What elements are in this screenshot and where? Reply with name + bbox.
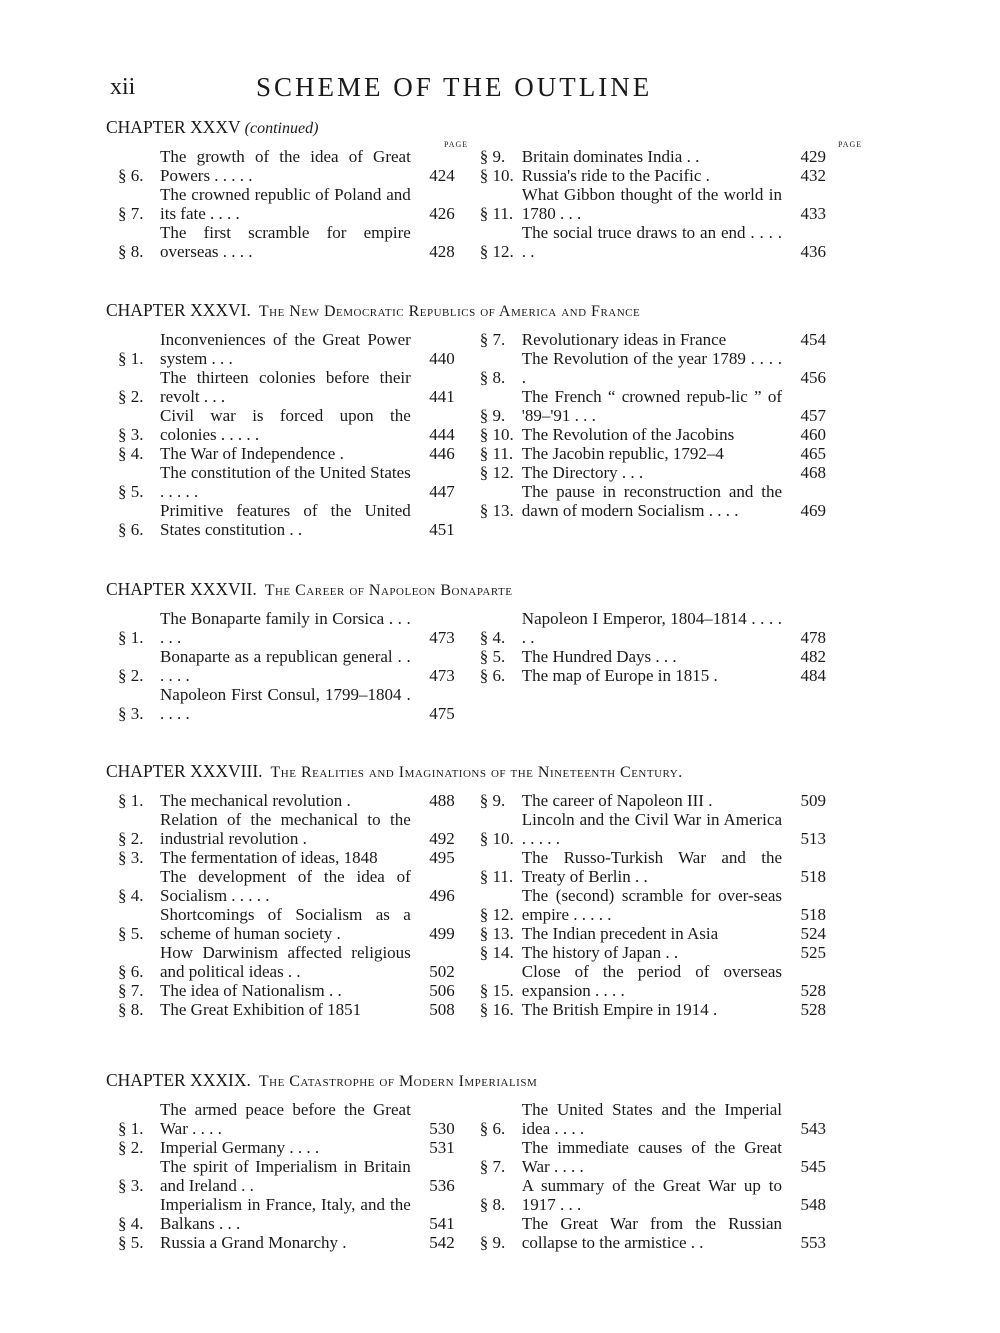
section-page: 508 xyxy=(429,1000,455,1019)
toc-entry xyxy=(118,647,455,685)
toc-entry xyxy=(480,1214,826,1252)
section-number: § 10. xyxy=(479,425,514,444)
section-number: § 8. xyxy=(118,1000,144,1019)
section-number: § 6. xyxy=(118,166,144,185)
section-page: 499 xyxy=(429,924,455,943)
section-title: The Great Exhibition of 1851 xyxy=(160,1000,362,1019)
section-number: § 3. xyxy=(118,704,144,723)
section-title: Imperialism in France, Italy, and the Balkans . . . xyxy=(160,1195,411,1233)
section-title: The (second) scramble for over-seas empire . . . . . xyxy=(521,886,782,924)
section-number: § 1. xyxy=(118,791,144,810)
section-title: What Gibbon thought of the world in 1780 . . . xyxy=(521,185,782,223)
chapter-section xyxy=(106,1071,826,1252)
section-title: The armed peace before the Great War . . . . xyxy=(160,1100,411,1138)
section-number: § 5. xyxy=(118,924,144,943)
toc-entry xyxy=(480,1176,826,1214)
section-page: 451 xyxy=(429,520,455,539)
chapter-section xyxy=(106,301,826,539)
left-column xyxy=(118,791,455,1019)
section-page: 429 xyxy=(800,147,826,166)
chapter-subtitle: The Catastrophe of Modern Imperialism xyxy=(258,1073,538,1090)
section-number: § 2. xyxy=(118,666,144,685)
section-page: 541 xyxy=(429,1214,455,1233)
section-title: The mechanical revolution . xyxy=(160,791,351,810)
chapter-heading xyxy=(106,580,826,600)
chapter-heading xyxy=(106,301,826,321)
toc-entry xyxy=(480,1000,826,1019)
toc-entry xyxy=(118,1157,455,1195)
section-title: The constitution of the United States . . . . . xyxy=(160,463,411,501)
section-page: 496 xyxy=(429,886,455,905)
section-title: The first scramble for empire overseas . . . . xyxy=(160,223,411,261)
toc-entry xyxy=(118,848,455,867)
section-number: § 8. xyxy=(479,368,506,387)
section-title: The Revolution of the Jacobins xyxy=(521,425,735,444)
toc-entry xyxy=(118,501,455,539)
section-page: 440 xyxy=(429,349,455,368)
section-number: § 1. xyxy=(118,628,144,647)
section-number: § 9. xyxy=(479,791,506,810)
section-title: The Hundred Days . . . xyxy=(521,647,677,666)
section-title: The War of Independence . xyxy=(160,444,344,463)
toc-entry xyxy=(480,223,826,261)
section-page: 478 xyxy=(800,628,826,647)
section-page: 530 xyxy=(429,1119,455,1138)
section-page: 473 xyxy=(429,666,455,685)
page-title: SCHEME OF THE OUTLINE xyxy=(256,72,653,102)
toc-entry xyxy=(118,368,455,406)
section-title: The fermentation of ideas, 1848 xyxy=(160,848,378,867)
section-number: § 10. xyxy=(479,166,514,185)
section-page: 469 xyxy=(800,501,826,520)
section-page: 548 xyxy=(800,1195,826,1214)
section-page: 492 xyxy=(429,829,455,848)
section-title: Britain dominates India . . xyxy=(521,147,700,166)
section-title: The Revolution of the year 1789 . . . . . xyxy=(521,349,782,387)
section-number: § 6. xyxy=(479,1119,506,1138)
section-page: 543 xyxy=(800,1119,826,1138)
section-title: The United States and the Imperial idea . . . . xyxy=(521,1100,782,1138)
right-column xyxy=(480,330,826,539)
section-title: Shortcomings of Socialism as a scheme of human society . xyxy=(160,905,411,943)
section-page: 553 xyxy=(800,1233,826,1252)
section-number: § 4. xyxy=(118,444,144,463)
section-number: § 5. xyxy=(479,647,506,666)
section-title: The Russo-Turkish War and the Treaty of Berlin . . xyxy=(521,848,782,886)
section-title: How Darwinism affected religious and political ideas . . xyxy=(160,943,411,981)
section-page: 506 xyxy=(429,981,455,1000)
toc-entry xyxy=(118,1100,455,1138)
section-number: § 6. xyxy=(118,962,144,981)
section-page: 484 xyxy=(800,666,826,685)
section-page: 518 xyxy=(800,905,826,924)
section-title: Inconveniences of the Great Power system . . . xyxy=(160,330,411,368)
section-title: A summary of the Great War up to 1917 . . . xyxy=(521,1176,782,1214)
section-title: The Bonaparte family in Corsica . . . . . . xyxy=(160,609,411,647)
toc-entry xyxy=(480,349,826,387)
section-page: 432 xyxy=(800,166,826,185)
toc-entry xyxy=(118,1233,455,1252)
section-title: Bonaparte as a republican general . . . . . . xyxy=(160,647,411,685)
section-number: § 7. xyxy=(118,204,144,223)
section-page: 446 xyxy=(429,444,455,463)
chapter-section xyxy=(106,118,826,261)
toc-entry xyxy=(480,962,826,1000)
chapter-subtitle: The New Democratic Republics of America and France xyxy=(258,303,641,320)
section-page: 518 xyxy=(800,867,826,886)
toc-entry xyxy=(118,1195,455,1233)
section-page: 433 xyxy=(800,204,826,223)
section-page: 436 xyxy=(800,242,826,261)
chapter-subtitle: The Realities and Imaginations of the Nineteenth Century. xyxy=(270,764,683,781)
section-title: The thirteen colonies before their revolt . . . xyxy=(160,368,411,406)
toc-entry xyxy=(118,1000,455,1019)
toc-entry xyxy=(480,463,826,482)
section-title: The map of Europe in 1815 . xyxy=(521,666,718,685)
section-page: 488 xyxy=(429,791,455,810)
section-title: Lincoln and the Civil War in America . . . . . xyxy=(521,810,782,848)
chapter-heading xyxy=(106,118,826,138)
toc-entry xyxy=(480,185,826,223)
chapter-subtitle: (continued) xyxy=(244,120,319,137)
section-number: § 8. xyxy=(479,1195,506,1214)
left-column xyxy=(118,609,455,723)
section-number: § 2. xyxy=(118,1138,144,1157)
section-page: 545 xyxy=(800,1157,826,1176)
section-number: § 9. xyxy=(479,147,506,166)
toc-entry xyxy=(480,166,826,185)
toc-entry xyxy=(118,685,455,723)
section-title: Napoleon First Consul, 1799–1804 . . . . . xyxy=(160,685,411,723)
section-page: 531 xyxy=(429,1138,455,1157)
toc-entry xyxy=(480,943,826,962)
section-title: Revolutionary ideas in France xyxy=(521,330,727,349)
section-number: § 1. xyxy=(118,1119,144,1138)
section-title: Civil war is forced upon the colonies . . . . . xyxy=(160,406,411,444)
toc-entry xyxy=(118,463,455,501)
toc-entry xyxy=(118,943,455,981)
section-page: 542 xyxy=(429,1233,455,1252)
section-number: § 11. xyxy=(479,204,514,223)
right-column xyxy=(480,1100,826,1252)
toc-entry xyxy=(118,810,455,848)
section-number: § 10. xyxy=(479,829,514,848)
section-page: 424 xyxy=(429,166,455,185)
section-page: 482 xyxy=(800,647,826,666)
section-number: § 6. xyxy=(118,520,144,539)
chapter-heading xyxy=(106,762,826,782)
section-page: 513 xyxy=(800,829,826,848)
section-number: § 13. xyxy=(479,924,514,943)
toc-entry xyxy=(118,330,455,368)
left-column xyxy=(118,1100,455,1252)
toc-entry xyxy=(118,609,455,647)
section-title: The Directory . . . xyxy=(521,463,644,482)
section-title: The French “ crowned repub-lic ” of '89–'91 . . . xyxy=(521,387,782,425)
section-title: The social truce draws to an end . . . . . . xyxy=(521,223,782,261)
section-number: § 15. xyxy=(479,981,514,1000)
section-page: 536 xyxy=(429,1176,455,1195)
toc-entry xyxy=(480,330,826,349)
section-number: § 7. xyxy=(118,981,144,1000)
toc-entry xyxy=(480,147,826,166)
section-number: § 12. xyxy=(479,463,514,482)
section-page: 495 xyxy=(429,848,455,867)
toc-entry xyxy=(480,810,826,848)
section-title: The spirit of Imperialism in Britain and Ireland . . xyxy=(160,1157,411,1195)
section-title: Primitive features of the United States constitution . . xyxy=(160,501,411,539)
section-number: § 7. xyxy=(479,330,506,349)
section-title: Russia's ride to the Pacific . xyxy=(521,166,710,185)
chapter-label: CHAPTER XXXVII. xyxy=(106,579,257,599)
section-number: § 4. xyxy=(118,1214,144,1233)
chapter-label: CHAPTER XXXVIII. xyxy=(106,761,263,781)
right-column xyxy=(480,147,826,261)
toc-entry xyxy=(480,425,826,444)
section-page: 460 xyxy=(800,425,826,444)
section-number: § 7. xyxy=(479,1157,506,1176)
toc-entry xyxy=(118,1138,455,1157)
section-page: 465 xyxy=(800,444,826,463)
right-column xyxy=(480,791,826,1019)
section-title: The Great War from the Russian collapse to the armistice . . xyxy=(521,1214,782,1252)
section-number: § 4. xyxy=(479,628,506,647)
section-number: § 12. xyxy=(479,242,514,261)
section-number: § 5. xyxy=(118,482,144,501)
section-number: § 9. xyxy=(479,1233,506,1252)
section-number: § 14. xyxy=(479,943,514,962)
toc-entry xyxy=(480,387,826,425)
toc-entry xyxy=(480,791,826,810)
section-number: § 3. xyxy=(118,425,144,444)
toc-entry xyxy=(480,609,826,647)
toc-entry xyxy=(480,482,826,520)
section-number: § 2. xyxy=(118,387,144,406)
toc-entry xyxy=(118,867,455,905)
section-number: § 3. xyxy=(118,1176,144,1195)
page-column-label: PAGE xyxy=(444,140,469,149)
section-number: § 2. xyxy=(118,829,144,848)
toc-entry xyxy=(118,147,455,185)
section-page: 456 xyxy=(800,368,826,387)
toc-entry xyxy=(118,185,455,223)
right-column xyxy=(480,609,826,723)
section-title: The pause in reconstruction and the dawn of modern Socialism . . . . xyxy=(521,482,782,520)
toc-entry xyxy=(118,905,455,943)
chapter-label: CHAPTER XXXIX. xyxy=(106,1070,251,1090)
section-title: Napoleon I Emperor, 1804–1814 . . . . . . xyxy=(521,609,782,647)
chapter-label: CHAPTER XXXV xyxy=(106,117,241,137)
section-page: 457 xyxy=(800,406,826,425)
toc-entry xyxy=(480,848,826,886)
toc-entry xyxy=(118,406,455,444)
section-number: § 11. xyxy=(479,867,514,886)
toc-entry xyxy=(480,924,826,943)
section-number: § 6. xyxy=(479,666,506,685)
section-number: § 8. xyxy=(118,242,144,261)
section-number: § 11. xyxy=(479,444,514,463)
section-page: 509 xyxy=(800,791,826,810)
section-page: 468 xyxy=(800,463,826,482)
section-number: § 1. xyxy=(118,349,144,368)
section-title: Imperial Germany . . . . xyxy=(160,1138,320,1157)
chapter-subtitle: The Career of Napoleon Bonaparte xyxy=(264,582,513,599)
left-column xyxy=(118,147,455,261)
toc-entry xyxy=(480,1138,826,1176)
section-page: 444 xyxy=(429,425,455,444)
toc-entry xyxy=(480,1100,826,1138)
section-title: The Indian precedent in Asia xyxy=(521,924,719,943)
toc-entry xyxy=(480,647,826,666)
toc-entry xyxy=(118,444,455,463)
section-number: § 16. xyxy=(479,1000,514,1019)
section-title: The growth of the idea of Great Powers . . . . . xyxy=(160,147,411,185)
section-page: 454 xyxy=(800,330,826,349)
section-number: § 13. xyxy=(479,501,514,520)
section-title: The idea of Nationalism . . xyxy=(160,981,342,1000)
section-number: § 3. xyxy=(118,848,144,867)
section-number: § 12. xyxy=(479,905,514,924)
section-title: Russia a Grand Monarchy . xyxy=(160,1233,347,1252)
toc-entry xyxy=(118,981,455,1000)
section-page: 426 xyxy=(429,204,455,223)
section-page: 528 xyxy=(800,1000,826,1019)
section-page: 475 xyxy=(429,704,455,723)
section-number: § 9. xyxy=(479,406,506,425)
section-number: § 5. xyxy=(118,1233,144,1252)
chapter-heading xyxy=(106,1071,826,1091)
section-title: Relation of the mechanical to the industrial revolution . xyxy=(160,810,411,848)
left-column xyxy=(118,330,455,539)
section-title: The development of the idea of Socialism . . . . . xyxy=(160,867,411,905)
section-title: The history of Japan . . xyxy=(521,943,679,962)
section-title: The British Empire in 1914 . xyxy=(521,1000,718,1019)
section-number: § 4. xyxy=(118,886,144,905)
section-page: 441 xyxy=(429,387,455,406)
section-title: The immediate causes of the Great War . . . . xyxy=(521,1138,782,1176)
section-page: 473 xyxy=(429,628,455,647)
chapter-label: CHAPTER XXXVI. xyxy=(106,300,251,320)
section-title: The career of Napoleon III . xyxy=(521,791,713,810)
page-number: xii xyxy=(110,74,136,100)
toc-entry xyxy=(118,223,455,261)
section-title: Close of the period of overseas expansion . . . . xyxy=(521,962,782,1000)
toc-entry xyxy=(480,886,826,924)
section-title: The crowned republic of Poland and its fate . . . . xyxy=(160,185,411,223)
toc-entry xyxy=(480,666,826,685)
section-title: The Jacobin republic, 1792–4 xyxy=(521,444,724,463)
chapter-section xyxy=(106,762,826,1019)
section-page: 524 xyxy=(800,924,826,943)
section-page: 525 xyxy=(800,943,826,962)
section-page: 447 xyxy=(429,482,455,501)
toc-entry xyxy=(118,791,455,810)
section-page: 428 xyxy=(429,242,455,261)
chapter-section xyxy=(106,580,826,723)
section-page: 502 xyxy=(429,962,455,981)
section-page: 528 xyxy=(800,981,826,1000)
toc-entry xyxy=(480,444,826,463)
page-column-label: PAGE xyxy=(838,140,863,149)
